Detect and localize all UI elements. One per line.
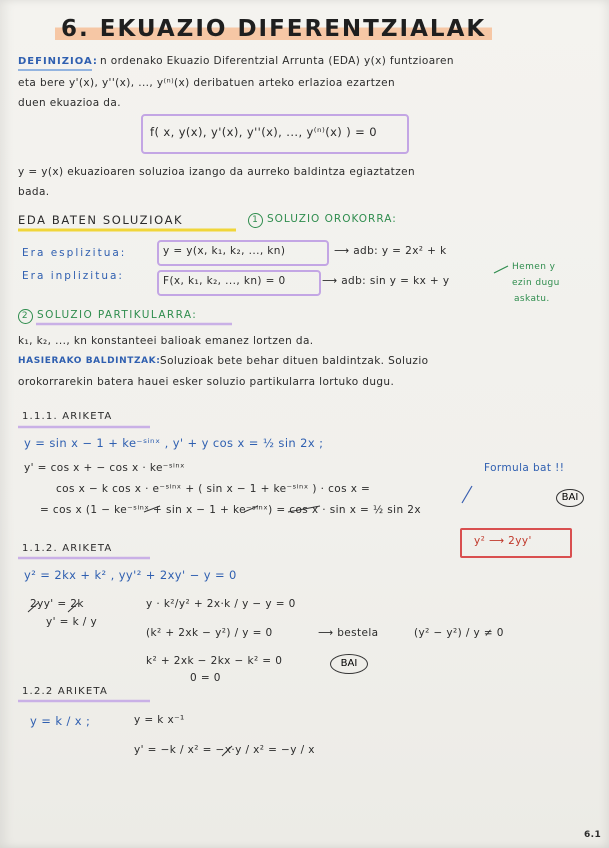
implicit-label: Era inplizitua:	[22, 270, 124, 282]
number-one-circle: 1	[248, 213, 263, 228]
exercise-3-line-1: y = k x⁻¹	[134, 714, 185, 726]
side-note-line-2: ezin dugu	[512, 278, 560, 288]
definition-note-line-1: y = y(x) ekuazioaren soluzioa izango da aurreko baldintza egiaztatzen	[18, 166, 416, 178]
particular-line-3: orokorrarekin batera hauei esker soluzio partikularra lortuko dugu.	[18, 376, 395, 388]
explicit-example: ⟶ adb: y = 2x² + k	[334, 245, 447, 257]
definition-note-line-2: bada.	[18, 186, 50, 198]
definition-label: DEFINIZIOA:	[18, 56, 98, 67]
exercise-2-line-4: 0 = 0	[190, 672, 221, 684]
definition-formula: f( x, y(x), y'(x), y''(x), ..., y⁽ⁿ⁾(x) ) = 0	[150, 125, 377, 139]
explicit-formula: y = y(x, k₁, k₂, ..., kn)	[163, 245, 286, 257]
exercise-2-label: 1.1.2. ARIKETA	[22, 543, 113, 554]
particular-solution-heading	[18, 309, 197, 324]
solutions-heading: EDA BATEN SOLUZIOAK	[18, 213, 184, 227]
exercise-2-answer-circle	[330, 654, 368, 674]
exercise-2-line-1a: 2yy' = 2k	[30, 598, 84, 610]
general-solution-text: SOLUZIO OROKORRA:	[267, 213, 397, 225]
exercise-1-answer-circle	[556, 489, 584, 507]
exercise-2-answer: BAI	[340, 658, 358, 669]
exercise-1-line-3: = cos x (1 − ke⁻ˢⁱⁿˣ + sin x − 1 + ke⁻ˢⁱⁿˣ) = cos x · sin x = ½ sin 2x	[40, 504, 421, 516]
exercise-2-line-2c: (y² − y²) / y ≠ 0	[414, 627, 504, 639]
implicit-formula: F(x, k₁, k₂, ..., kn) = 0	[163, 275, 286, 287]
definition-line-1: n ordenako Ekuazio Diferentzial Arrunta (EDA) y(x) funtzioaren	[100, 55, 454, 67]
exercise-2-line-1b: y · k²/y² + 2x·k / y − y = 0	[146, 598, 296, 610]
page-title-text: 6. EKUAZIO DIFERENTZIALAK	[55, 16, 492, 42]
side-note-line-3: askatu.	[514, 294, 550, 304]
exercise-2-line-2b: (k² + 2xk − y²) / y = 0	[146, 627, 273, 639]
exercise-1-note: Formula bat !!	[484, 462, 565, 474]
exercise-3-line-2: y' = −k / x² = −x·y / x² = −y / x	[134, 744, 315, 756]
page-number: 6.1	[584, 830, 602, 840]
exercise-1-label: 1.1.1. ARIKETA	[22, 411, 113, 422]
exercise-1-line-2: cos x − k cos x · e⁻ˢⁱⁿˣ + ( sin x − 1 + ke⁻ˢⁱⁿˣ ) · cos x =	[56, 483, 371, 495]
exercise-2-otherwise: ⟶ bestela	[318, 627, 379, 639]
exercise-3-label: 1.2.2 ARIKETA	[22, 686, 109, 697]
definition-line-3: duen ekuazioa da.	[18, 97, 121, 109]
exercise-2-hint: y² ⟶ 2yy'	[474, 535, 532, 547]
side-note-line-1: Hemen y	[512, 262, 556, 272]
implicit-example: ⟶ adb: sin y = kx + y	[322, 275, 450, 287]
exercise-3-statement: y = k / x ;	[30, 714, 91, 728]
exercise-1-answer: BAI	[561, 492, 579, 503]
definition-line-2: eta bere y'(x), y''(x), ..., y⁽ⁿ⁾(x) deribatuen arteko erlazioa ezartzen	[18, 77, 396, 89]
exercise-1-statement: y = sin x − 1 + ke⁻ˢⁱⁿˣ , y' + y cos x = ½ sin 2x ;	[24, 436, 324, 450]
particular-solution-text: SOLUZIO PARTIKULARRA:	[37, 309, 198, 321]
exercise-1-line-1: y' = cos x + − cos x · ke⁻ˢⁱⁿˣ	[24, 462, 185, 474]
exercise-2-statement: y² = 2kx + k² , yy'² + 2xy' − y = 0	[24, 568, 237, 582]
number-two-circle: 2	[18, 309, 33, 324]
particular-line-1: k₁, k₂, ..., kn konstanteei balioak emanez lortzen da.	[18, 335, 314, 347]
page-title	[55, 16, 492, 42]
exercise-2-line-3: k² + 2xk − 2kx − k² = 0	[146, 655, 283, 667]
particular-line-2: Soluzioak bete behar dituen baldintzak. Soluzio	[160, 355, 429, 367]
initial-conditions-label: HASIERAKO BALDINTZAK:	[18, 356, 161, 366]
explicit-label: Era esplizitua:	[22, 247, 127, 259]
general-solution-heading	[248, 213, 397, 228]
exercise-2-line-2a: y' = k / y	[46, 616, 98, 628]
